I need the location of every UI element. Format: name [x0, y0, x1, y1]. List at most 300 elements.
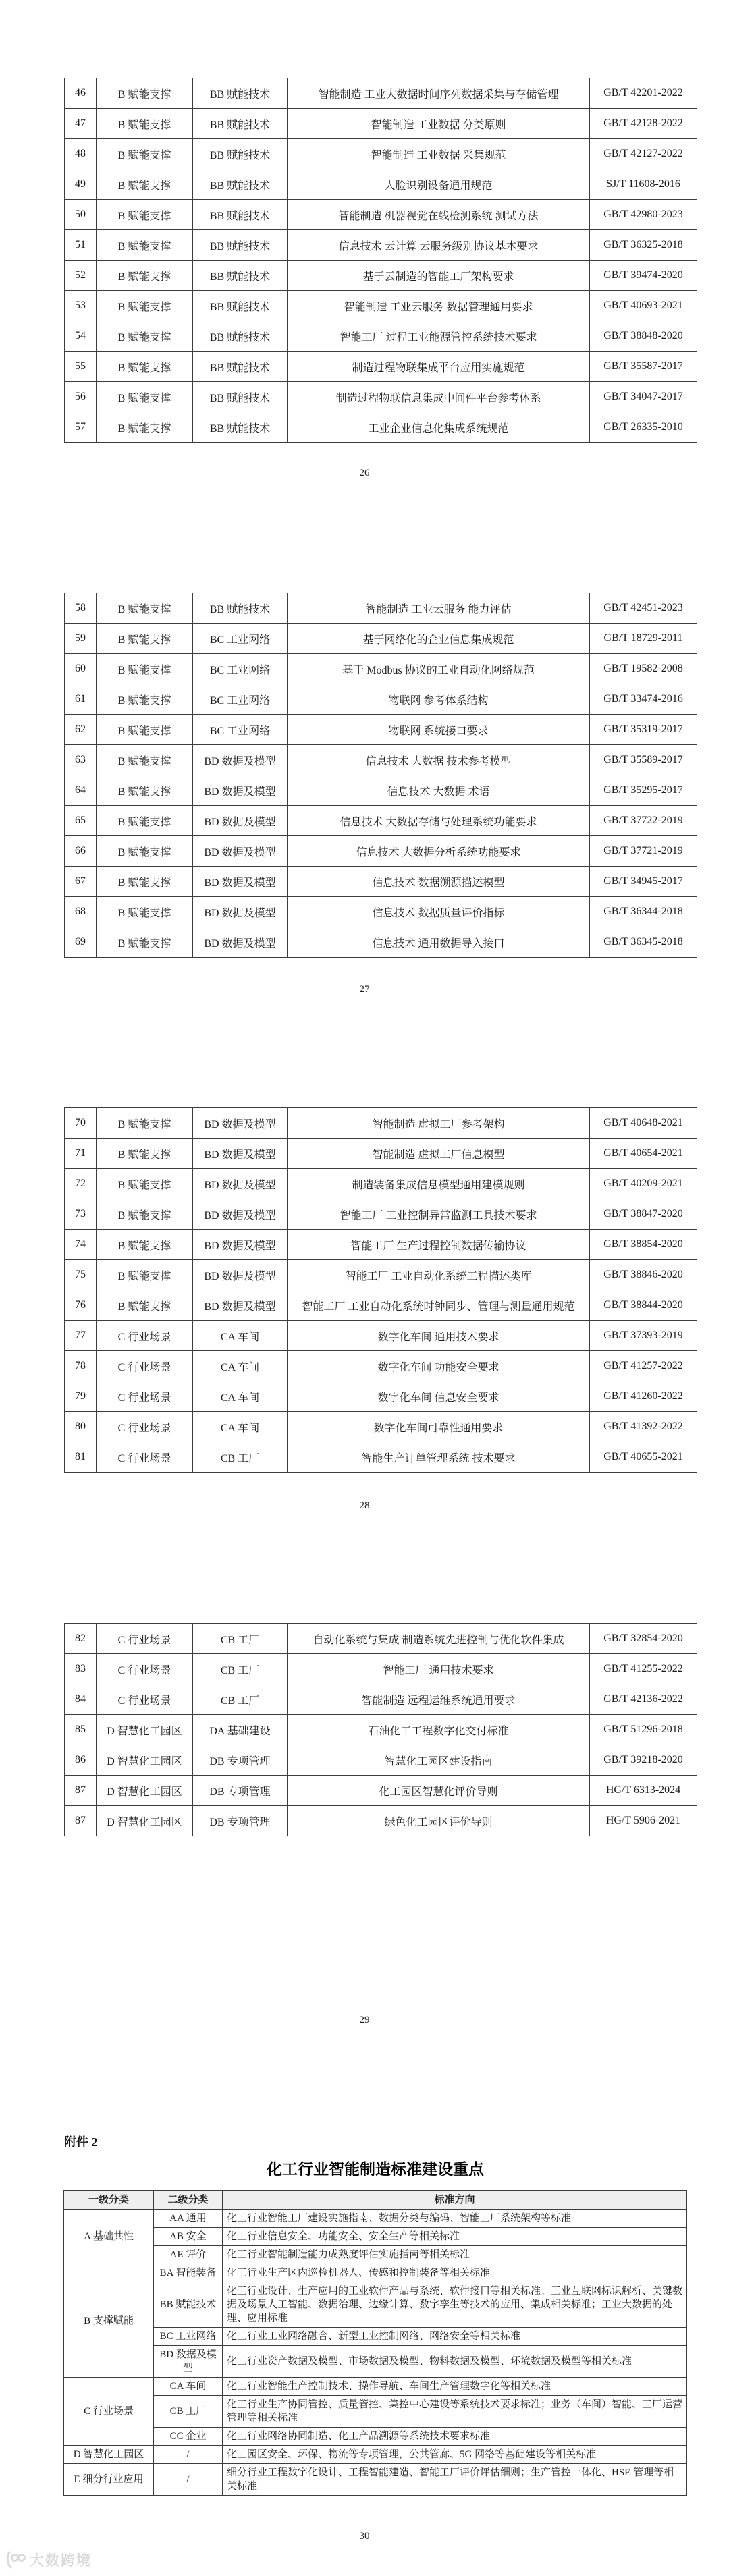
standard-code-cell: GB/T 37722-2019: [590, 806, 697, 836]
category2-cell: CA 车间: [193, 1381, 288, 1412]
category1-cell: A 基础共性: [64, 2210, 154, 2264]
standards-table-page-26: [64, 78, 697, 443]
category2-cell: BD 数据及模型: [193, 775, 288, 806]
standard-name-cell: 化工园区智慧化评价导则: [288, 1776, 590, 1806]
standards-table: [64, 593, 697, 958]
table-row: [65, 806, 697, 836]
standard-name-cell: 智能制造 机器视觉在线检测系统 测试方法: [288, 200, 590, 230]
category1-cell: B 赋能支撑: [97, 109, 193, 139]
table-row: [65, 321, 697, 352]
table-row: [65, 927, 697, 958]
standard-code-cell: GB/T 40648-2021: [590, 1108, 697, 1139]
attachment-table: [63, 2190, 687, 2496]
standards-table-page-29: [64, 1623, 697, 1836]
direction-cell: 化工行业工业网络融合、新型工业控制网络、网络安全等相关标准: [223, 2328, 687, 2346]
table-row: [64, 2264, 687, 2282]
row-number-cell: 66: [65, 836, 97, 867]
row-number-cell: 52: [65, 261, 97, 291]
row-number-cell: 67: [65, 867, 97, 897]
standard-code-cell: GB/T 42127-2022: [590, 139, 697, 169]
table-row: [65, 775, 697, 806]
direction-cell: 化工行业智能生产控制技术、操作导航、车间生产管理数字化等相关标准: [223, 2378, 687, 2396]
direction-cell: 化工行业生产协同管控、质量管控、集控中心建设等系统技术要求标准；业务（车间）智能、工厂运营管理等相关标准: [223, 2396, 687, 2428]
direction-cell: 细分行业工程数字化设计、工程智能建造、智能工厂评价评估细则；生产管控一体化、HSE 管理等相关标准: [223, 2464, 687, 2496]
row-number-cell: 74: [65, 1230, 97, 1260]
table-row: [64, 2396, 687, 2428]
category1-cell: B 赋能支撑: [97, 261, 193, 291]
table-row: [64, 2282, 687, 2328]
table-row: [65, 1745, 697, 1776]
standard-name-cell: 制造装备集成信息模型通用建模规则: [288, 1169, 590, 1199]
category2-cell: BB 赋能技术: [193, 321, 288, 352]
standard-code-cell: GB/T 38847-2020: [590, 1199, 697, 1230]
table-row: [65, 1199, 697, 1230]
category1-cell: E 细分行业应用: [64, 2464, 154, 2496]
table-row: [65, 836, 697, 867]
standard-code-cell: GB/T 32854-2020: [590, 1624, 697, 1654]
table-row: [65, 169, 697, 200]
category2-cell: BD 数据及模型: [193, 1230, 288, 1260]
row-number-cell: 68: [65, 897, 97, 927]
category2-cell: CA 车间: [193, 1321, 288, 1351]
standard-code-cell: GB/T 40654-2021: [590, 1139, 697, 1169]
table-row: [65, 1715, 697, 1745]
category1-cell: B 赋能支撑: [97, 715, 193, 745]
category2-cell: CC 企业: [154, 2428, 223, 2446]
row-number-cell: 84: [65, 1684, 97, 1715]
category1-cell: B 赋能支撑: [97, 745, 193, 775]
category1-cell: B 赋能支撑: [97, 382, 193, 412]
row-number-cell: 58: [65, 593, 97, 624]
standard-name-cell: 智能工厂 工业自动化系统时钟同步、管理与测量通用规范: [288, 1290, 590, 1321]
table-row: [64, 2428, 687, 2446]
table-row: [65, 382, 697, 412]
category2-cell: BD 数据及模型: [193, 745, 288, 775]
standard-name-cell: 智能工厂 工业控制异常监测工具技术要求: [288, 1199, 590, 1230]
row-number-cell: 73: [65, 1199, 97, 1230]
page-number: 30: [359, 2531, 370, 2542]
category1-cell: C 行业场景: [97, 1624, 193, 1654]
standards-table-page-27: [64, 593, 697, 958]
row-number-cell: 61: [65, 684, 97, 715]
standard-name-cell: 智能工厂 过程工业能源管控系统技术要求: [288, 321, 590, 352]
table-row: [65, 867, 697, 897]
category1-cell: B 赋能支撑: [97, 230, 193, 261]
table-row: [65, 1230, 697, 1260]
category1-cell: C 行业场景: [97, 1654, 193, 1684]
category2-cell: DA 基础建设: [193, 1715, 288, 1745]
page-number: 27: [359, 984, 370, 995]
category1-cell: B 赋能支撑: [97, 291, 193, 321]
category1-cell: B 赋能支撑: [97, 1230, 193, 1260]
row-number-cell: 87: [65, 1806, 97, 1836]
table-row: [64, 2328, 687, 2346]
standard-name-cell: 基于网络化的企业信息集成规范: [288, 624, 590, 654]
standard-code-cell: GB/T 34945-2017: [590, 867, 697, 897]
standard-name-cell: 智慧化工园区建设指南: [288, 1745, 590, 1776]
standard-name-cell: 信息技术 云计算 云服务级别协议基本要求: [288, 230, 590, 261]
standard-code-cell: GB/T 42136-2022: [590, 1684, 697, 1715]
category2-cell: BB 赋能技术: [193, 352, 288, 382]
row-number-cell: 57: [65, 412, 97, 443]
direction-cell: 化工园区安全、环保、物流等专项管理，公共管廊、5G 网络等基础建设等相关标准: [223, 2446, 687, 2464]
standard-code-cell: GB/T 40209-2021: [590, 1169, 697, 1199]
row-number-cell: 49: [65, 169, 97, 200]
table-row: [65, 1776, 697, 1806]
direction-cell: 化工行业生产区内巡检机器人、传感和控制装备等相关标准: [223, 2264, 687, 2282]
standard-code-cell: GB/T 40693-2021: [590, 291, 697, 321]
category2-cell: BD 数据及模型: [154, 2346, 223, 2378]
category2-cell: BB 赋能技术: [193, 200, 288, 230]
standard-name-cell: 智能制造 远程运维系统通用要求: [288, 1684, 590, 1715]
category1-cell: B 赋能支撑: [97, 867, 193, 897]
category2-cell: CB 工厂: [193, 1684, 288, 1715]
category1-cell: D 智慧化工园区: [97, 1745, 193, 1776]
standards-table: [64, 1623, 697, 1836]
table-row: [65, 1169, 697, 1199]
category2-cell: BB 赋能技术: [193, 169, 288, 200]
category2-cell: BC 工业网络: [193, 624, 288, 654]
standard-name-cell: 数字化车间 信息安全要求: [288, 1381, 590, 1412]
row-number-cell: 81: [65, 1442, 97, 1473]
category1-cell: B 赋能支撑: [97, 1108, 193, 1139]
category1-cell: B 赋能支撑: [97, 352, 193, 382]
category1-cell: D 智慧化工园区: [64, 2446, 154, 2464]
row-number-cell: 76: [65, 1290, 97, 1321]
direction-cell: 化工行业信息安全、功能安全、安全生产等相关标准: [223, 2228, 687, 2246]
table-row: [64, 2228, 687, 2246]
category1-cell: B 赋能支撑: [97, 1169, 193, 1199]
page-number: 29: [359, 2015, 370, 2025]
category2-cell: BB 赋能技术: [193, 230, 288, 261]
standard-name-cell: 人脸识别设备通用规范: [288, 169, 590, 200]
category2-cell: BB 赋能技术: [193, 109, 288, 139]
table-row: [65, 261, 697, 291]
row-number-cell: 48: [65, 139, 97, 169]
category2-cell: BD 数据及模型: [193, 806, 288, 836]
row-number-cell: 77: [65, 1321, 97, 1351]
table-row: [65, 352, 697, 382]
direction-cell: 化工行业智能制造能力成熟度评估实施指南等相关标准: [223, 2246, 687, 2264]
direction-cell: 化工行业智能工厂建设实施指南、数据分类与编码、智能工厂系统架构等标准: [223, 2210, 687, 2228]
category2-cell: CA 车间: [193, 1351, 288, 1381]
direction-cell: 化工行业网络协同制造、化工产品溯源等系统技术要求标准: [223, 2428, 687, 2446]
page-number: 26: [359, 468, 370, 478]
page-number: 28: [359, 1500, 370, 1511]
standard-code-cell: GB/T 38848-2020: [590, 321, 697, 352]
standard-code-cell: GB/T 42201-2022: [590, 78, 697, 109]
category2-cell: BD 数据及模型: [193, 1169, 288, 1199]
category1-cell: B 赋能支撑: [97, 169, 193, 200]
standard-name-cell: 物联网 系统接口要求: [288, 715, 590, 745]
row-number-cell: 56: [65, 382, 97, 412]
standard-code-cell: GB/T 39474-2020: [590, 261, 697, 291]
category2-cell: BC 工业网络: [154, 2328, 223, 2346]
table-row: [65, 1260, 697, 1290]
table-row: [65, 139, 697, 169]
table-row: [65, 715, 697, 745]
table-row: [65, 230, 697, 261]
standard-code-cell: GB/T 41255-2022: [590, 1654, 697, 1684]
table-row: [65, 78, 697, 109]
standards-table: [64, 1107, 697, 1473]
standard-name-cell: 工业企业信息化集成系统规范: [288, 412, 590, 443]
category1-cell: B 赋能支撑: [97, 593, 193, 624]
category2-cell: AB 安全: [154, 2228, 223, 2246]
attachment-table-wrap: [63, 2190, 687, 2496]
category2-cell: CB 工厂: [193, 1654, 288, 1684]
table-row: [64, 2246, 687, 2264]
category2-cell: BB 赋能技术: [193, 139, 288, 169]
standard-code-cell: GB/T 35589-2017: [590, 745, 697, 775]
direction-cell: 化工行业资产数据及模型、市场数据及模型、物料数据及模型、环境数据及模型等相关标准: [223, 2346, 687, 2378]
row-number-cell: 55: [65, 352, 97, 382]
category2-cell: /: [154, 2446, 223, 2464]
table-row: [65, 1139, 697, 1169]
category2-cell: BC 工业网络: [193, 715, 288, 745]
row-number-cell: 53: [65, 291, 97, 321]
standard-code-cell: GB/T 42980-2023: [590, 200, 697, 230]
category1-cell: B 赋能支撑: [97, 1260, 193, 1290]
standard-name-cell: 智能制造 工业大数据时间序列数据采集与存储管理: [288, 78, 590, 109]
category2-cell: BD 数据及模型: [193, 836, 288, 867]
row-number-cell: 83: [65, 1654, 97, 1684]
category1-cell: B 支撑赋能: [64, 2264, 154, 2378]
standard-name-cell: 数字化车间 通用技术要求: [288, 1321, 590, 1351]
attachment-header-row: [64, 2191, 687, 2210]
standard-name-cell: 智能制造 虚拟工厂参考架构: [288, 1108, 590, 1139]
table-row: [65, 1684, 697, 1715]
row-number-cell: 69: [65, 927, 97, 958]
row-number-cell: 82: [65, 1624, 97, 1654]
standard-code-cell: GB/T 41257-2022: [590, 1351, 697, 1381]
row-number-cell: 64: [65, 775, 97, 806]
category1-cell: B 赋能支撑: [97, 684, 193, 715]
standard-code-cell: GB/T 38844-2020: [590, 1290, 697, 1321]
category2-cell: BD 数据及模型: [193, 897, 288, 927]
table-row: [64, 2378, 687, 2396]
standard-name-cell: 智能制造 工业数据 采集规范: [288, 139, 590, 169]
row-number-cell: 60: [65, 654, 97, 684]
table-row: [65, 1351, 697, 1381]
category2-cell: CA 车间: [193, 1412, 288, 1442]
standard-code-cell: SJ/T 11608-2016: [590, 169, 697, 200]
row-number-cell: 71: [65, 1139, 97, 1169]
row-number-cell: 87: [65, 1776, 97, 1806]
standard-code-cell: GB/T 41260-2022: [590, 1381, 697, 1412]
category1-cell: B 赋能支撑: [97, 775, 193, 806]
standard-code-cell: GB/T 35295-2017: [590, 775, 697, 806]
category1-cell: C 行业场景: [97, 1321, 193, 1351]
category2-cell: /: [154, 2464, 223, 2496]
standard-name-cell: 信息技术 大数据分析系统功能要求: [288, 836, 590, 867]
category2-cell: BC 工业网络: [193, 654, 288, 684]
standard-code-cell: GB/T 38854-2020: [590, 1230, 697, 1260]
category1-cell: C 行业场景: [97, 1442, 193, 1473]
category1-cell: B 赋能支撑: [97, 200, 193, 230]
category1-cell: B 赋能支撑: [97, 624, 193, 654]
table-row: [65, 1108, 697, 1139]
category2-cell: DB 专项管理: [193, 1806, 288, 1836]
category2-cell: DB 专项管理: [193, 1745, 288, 1776]
standard-name-cell: 基于 Modbus 协议的工业自动化网络规范: [288, 654, 590, 684]
row-number-cell: 75: [65, 1260, 97, 1290]
category1-cell: B 赋能支撑: [97, 1199, 193, 1230]
table-row: [64, 2210, 687, 2228]
standard-name-cell: 智能制造 工业数据 分类原则: [288, 109, 590, 139]
standard-code-cell: GB/T 36325-2018: [590, 230, 697, 261]
category2-cell: BB 赋能技术: [193, 78, 288, 109]
table-row: [65, 1654, 697, 1684]
table-row: [65, 1442, 697, 1473]
header-category1: 一级分类: [64, 2191, 154, 2210]
standard-code-cell: GB/T 42128-2022: [590, 109, 697, 139]
standard-code-cell: GB/T 37393-2019: [590, 1321, 697, 1351]
attachment-label: 附件 2: [64, 2135, 98, 2149]
standard-name-cell: 信息技术 大数据 技术参考模型: [288, 745, 590, 775]
header-direction: 标准方向: [223, 2191, 687, 2210]
table-row: [65, 624, 697, 654]
category1-cell: D 智慧化工园区: [97, 1776, 193, 1806]
category2-cell: BC 工业网络: [193, 684, 288, 715]
table-row: [65, 1321, 697, 1351]
table-row: [65, 1290, 697, 1321]
standard-name-cell: 信息技术 大数据存储与处理系统功能要求: [288, 806, 590, 836]
table-row: [65, 412, 697, 443]
row-number-cell: 46: [65, 78, 97, 109]
category2-cell: BD 数据及模型: [193, 1199, 288, 1230]
standard-name-cell: 智能制造 虚拟工厂信息模型: [288, 1139, 590, 1169]
table-row: [64, 2446, 687, 2464]
standard-name-cell: 物联网 参考体系结构: [288, 684, 590, 715]
category2-cell: AA 通用: [154, 2210, 223, 2228]
category1-cell: B 赋能支撑: [97, 836, 193, 867]
category2-cell: BD 数据及模型: [193, 1139, 288, 1169]
standard-code-cell: GB/T 40655-2021: [590, 1442, 697, 1473]
category2-cell: BB 赋能技术: [193, 382, 288, 412]
standard-code-cell: GB/T 26335-2010: [590, 412, 697, 443]
category2-cell: BD 数据及模型: [193, 1108, 288, 1139]
row-number-cell: 63: [65, 745, 97, 775]
standard-name-cell: 智能制造 工业云服务 能力评估: [288, 593, 590, 624]
category2-cell: BD 数据及模型: [193, 867, 288, 897]
standard-code-cell: GB/T 42451-2023: [590, 593, 697, 624]
category1-cell: D 智慧化工园区: [97, 1715, 193, 1745]
table-row: [65, 1806, 697, 1836]
standard-code-cell: HG/T 5906-2021: [590, 1806, 697, 1836]
category2-cell: BB 赋能技术: [154, 2282, 223, 2328]
category2-cell: CB 工厂: [154, 2396, 223, 2428]
category1-cell: B 赋能支撑: [97, 927, 193, 958]
category1-cell: B 赋能支撑: [97, 1139, 193, 1169]
category1-cell: B 赋能支撑: [97, 806, 193, 836]
watermark: [5, 2550, 92, 2570]
table-row: [65, 654, 697, 684]
standard-name-cell: 石油化工工程数字化交付标准: [288, 1715, 590, 1745]
attachment-title: 化工行业智能制造标准建设重点: [267, 2161, 484, 2178]
category1-cell: B 赋能支撑: [97, 321, 193, 352]
category2-cell: DB 专项管理: [193, 1776, 288, 1806]
category2-cell: BA 智能装备: [154, 2264, 223, 2282]
row-number-cell: 80: [65, 1412, 97, 1442]
table-row: [65, 1412, 697, 1442]
standard-name-cell: 信息技术 大数据 术语: [288, 775, 590, 806]
table-row: [65, 745, 697, 775]
standard-code-cell: GB/T 36344-2018: [590, 897, 697, 927]
standard-name-cell: 制造过程物联集成平台应用实施规范: [288, 352, 590, 382]
category1-cell: B 赋能支撑: [97, 1290, 193, 1321]
table-row: [65, 1381, 697, 1412]
standard-name-cell: 数字化车间可靠性通用要求: [288, 1412, 590, 1442]
category2-cell: BD 数据及模型: [193, 1260, 288, 1290]
watermark-text: 大数跨境: [30, 2553, 92, 2569]
standard-code-cell: GB/T 33474-2016: [590, 684, 697, 715]
table-row: [65, 291, 697, 321]
standard-code-cell: GB/T 35319-2017: [590, 715, 697, 745]
category1-cell: C 行业场景: [97, 1412, 193, 1442]
row-number-cell: 78: [65, 1351, 97, 1381]
category1-cell: D 智慧化工园区: [97, 1806, 193, 1836]
category1-cell: C 行业场景: [97, 1381, 193, 1412]
category2-cell: CB 工厂: [193, 1442, 288, 1473]
category1-cell: B 赋能支撑: [97, 412, 193, 443]
row-number-cell: 50: [65, 200, 97, 230]
standard-code-cell: GB/T 36345-2018: [590, 927, 697, 958]
category2-cell: BB 赋能技术: [193, 593, 288, 624]
standard-code-cell: GB/T 39218-2020: [590, 1745, 697, 1776]
standard-name-cell: 智能制造 工业云服务 数据管理通用要求: [288, 291, 590, 321]
category1-cell: C 行业场景: [64, 2378, 154, 2446]
row-number-cell: 65: [65, 806, 97, 836]
standard-name-cell: 信息技术 数据质量评价指标: [288, 897, 590, 927]
category1-cell: C 行业场景: [97, 1351, 193, 1381]
row-number-cell: 62: [65, 715, 97, 745]
header-category2: 二级分类: [154, 2191, 223, 2210]
row-number-cell: 54: [65, 321, 97, 352]
table-row: [65, 200, 697, 230]
standard-code-cell: GB/T 37721-2019: [590, 836, 697, 867]
watermark-logo-icon: [5, 2550, 26, 2570]
row-number-cell: 79: [65, 1381, 97, 1412]
table-row: [64, 2464, 687, 2496]
standard-code-cell: GB/T 18729-2011: [590, 624, 697, 654]
row-number-cell: 51: [65, 230, 97, 261]
row-number-cell: 86: [65, 1745, 97, 1776]
category1-cell: B 赋能支撑: [97, 78, 193, 109]
standard-code-cell: GB/T 41392-2022: [590, 1412, 697, 1442]
table-row: [65, 109, 697, 139]
standard-name-cell: 制造过程物联信息集成中间件平台参考体系: [288, 382, 590, 412]
standards-table-page-28: [64, 1107, 697, 1473]
category2-cell: BB 赋能技术: [193, 261, 288, 291]
row-number-cell: 85: [65, 1715, 97, 1745]
table-row: [65, 593, 697, 624]
direction-cell: 化工行业设计、生产应用的工业软件产品与系统、软件接口等相关标准；工业互联网标识解析、关键数据及场景人工智能、数据治理、边缘计算、数字孪生等技术的应用、集成相关标准；工业大数据的处理、应用标准: [223, 2282, 687, 2328]
category2-cell: CB 工厂: [193, 1624, 288, 1654]
category1-cell: B 赋能支撑: [97, 897, 193, 927]
standard-code-cell: GB/T 34047-2017: [590, 382, 697, 412]
standard-code-cell: GB/T 35587-2017: [590, 352, 697, 382]
standards-table: [64, 78, 697, 443]
standard-name-cell: 自动化系统与集成 制造系统先进控制与优化软件集成: [288, 1624, 590, 1654]
row-number-cell: 59: [65, 624, 97, 654]
standard-name-cell: 智能工厂 通用技术要求: [288, 1654, 590, 1684]
row-number-cell: 70: [65, 1108, 97, 1139]
table-row: [65, 684, 697, 715]
standard-code-cell: GB/T 19582-2008: [590, 654, 697, 684]
category1-cell: B 赋能支撑: [97, 139, 193, 169]
category2-cell: BB 赋能技术: [193, 412, 288, 443]
